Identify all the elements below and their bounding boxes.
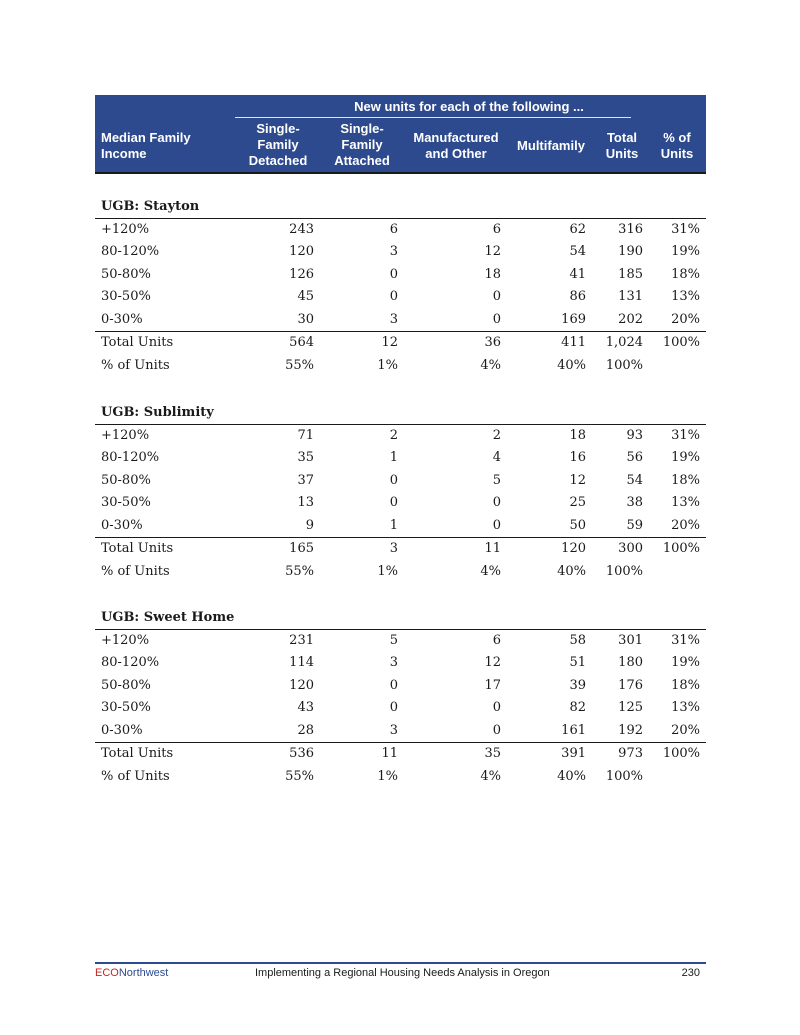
cell-sfa: 0 xyxy=(389,677,398,693)
cell-sfa: 1% xyxy=(377,769,398,785)
cell-pct: 19% xyxy=(671,244,700,260)
total-row xyxy=(95,537,706,560)
cell-tot: 100% xyxy=(605,769,643,785)
cell-tot: 125 xyxy=(618,700,643,716)
cell-tot: 100% xyxy=(605,358,643,374)
cell-man: 4% xyxy=(480,769,501,785)
cell-sfd: 231 xyxy=(289,633,314,648)
cell-pct: 18% xyxy=(671,472,700,488)
cell-label: 50-80% xyxy=(101,266,151,282)
cell-sfd: 120 xyxy=(289,677,314,693)
cell-tot: 185 xyxy=(618,266,643,282)
cell-sfd: 243 xyxy=(289,222,314,237)
cell-pct: 13% xyxy=(671,289,700,305)
cell-pct: 20% xyxy=(671,311,700,327)
cell-tot: 180 xyxy=(618,655,643,671)
cell-man: 11 xyxy=(484,540,501,556)
cell-pct: 18% xyxy=(671,677,700,693)
cell-sfd: 55% xyxy=(285,564,314,580)
cell-man: 36 xyxy=(484,334,501,350)
table-row xyxy=(95,675,706,697)
cell-label: 0-30% xyxy=(101,722,143,738)
cell-mf: 51 xyxy=(569,655,586,671)
cell-man: 0 xyxy=(492,311,501,327)
column-header-sfa: Single-Family Attached xyxy=(334,121,390,168)
cell-sfa: 1 xyxy=(389,517,398,533)
cell-sfd: 35 xyxy=(297,450,314,466)
cell-mf: 54 xyxy=(569,244,586,260)
table-row xyxy=(95,219,706,241)
cell-mf: 39 xyxy=(569,677,586,693)
group-header-rule xyxy=(235,117,631,118)
cell-sfa: 1 xyxy=(389,450,398,466)
table-row xyxy=(95,652,706,674)
cell-mf: 391 xyxy=(561,745,586,761)
table-row xyxy=(95,720,706,742)
cell-sfa: 6 xyxy=(389,222,398,237)
column-header-pct: % of Units xyxy=(660,130,694,161)
cell-sfd: 126 xyxy=(289,266,314,282)
section-title: UGB: Stayton xyxy=(95,197,706,219)
cell-label: Total Units xyxy=(101,745,174,761)
table-section xyxy=(95,403,706,584)
column-header-manufactured: Manufactured and Other xyxy=(413,130,499,161)
cell-tot: 190 xyxy=(618,244,643,260)
cell-sfa: 3 xyxy=(389,722,398,738)
cell-sfa: 0 xyxy=(389,289,398,305)
cell-label: 80-120% xyxy=(101,655,160,671)
cell-tot: 56 xyxy=(626,450,643,466)
cell-tot: 300 xyxy=(618,540,643,556)
cell-tot: 192 xyxy=(618,722,643,738)
cell-sfa: 0 xyxy=(389,495,398,511)
cell-label: Total Units xyxy=(101,334,174,350)
table-header xyxy=(95,95,706,174)
cell-tot: 100% xyxy=(605,564,643,580)
cell-mf: 120 xyxy=(561,540,586,556)
cell-mf: 86 xyxy=(569,289,586,305)
cell-tot: 59 xyxy=(626,517,643,533)
cell-sfa: 1% xyxy=(377,564,398,580)
cell-tot: 202 xyxy=(618,311,643,327)
table-row xyxy=(95,309,706,331)
column-header-sfd: Single-Family Detached xyxy=(248,121,308,168)
cell-mf: 82 xyxy=(569,700,586,716)
table-section xyxy=(95,608,706,789)
cell-label: +120% xyxy=(101,428,150,443)
table-row xyxy=(95,447,706,469)
cell-man: 2 xyxy=(492,428,501,443)
footer-title: Implementing a Regional Housing Needs Analysis in Oregon xyxy=(255,967,550,979)
cell-man: 4% xyxy=(480,358,501,374)
cell-label: +120% xyxy=(101,633,150,648)
cell-sfd: 45 xyxy=(297,289,314,305)
cell-pct: 19% xyxy=(671,655,700,671)
total-row xyxy=(95,331,706,354)
cell-label: % of Units xyxy=(101,358,170,374)
cell-man: 17 xyxy=(484,677,501,693)
cell-mf: 40% xyxy=(557,564,586,580)
cell-label: 50-80% xyxy=(101,677,151,693)
cell-sfa: 5 xyxy=(389,633,398,648)
cell-man: 12 xyxy=(484,244,501,260)
cell-pct: 13% xyxy=(671,495,700,511)
cell-label: 50-80% xyxy=(101,472,151,488)
cell-man: 4 xyxy=(492,450,501,466)
cell-sfa: 3 xyxy=(389,655,398,671)
cell-pct: 31% xyxy=(671,428,700,443)
footer-brand xyxy=(95,967,168,979)
column-header-multifamily: Multifamily xyxy=(517,138,585,153)
page-footer xyxy=(95,962,706,980)
cell-mf: 40% xyxy=(557,769,586,785)
cell-sfd: 13 xyxy=(297,495,314,511)
cell-label: 80-120% xyxy=(101,450,160,466)
cell-pct: 13% xyxy=(671,700,700,716)
cell-pct: 31% xyxy=(671,633,700,648)
cell-sfa: 0 xyxy=(389,700,398,716)
table-row xyxy=(95,241,706,263)
table-row xyxy=(95,264,706,286)
cell-sfa: 2 xyxy=(389,428,398,443)
cell-sfd: 37 xyxy=(297,472,314,488)
table-row xyxy=(95,470,706,492)
cell-label: Total Units xyxy=(101,540,174,556)
cell-label: 0-30% xyxy=(101,311,143,327)
cell-tot: 93 xyxy=(626,428,643,443)
cell-tot: 176 xyxy=(618,677,643,693)
cell-sfd: 30 xyxy=(297,311,314,327)
cell-label: % of Units xyxy=(101,564,170,580)
cell-tot: 38 xyxy=(626,495,643,511)
cell-sfd: 536 xyxy=(289,745,314,761)
brand-northwest: Northwest xyxy=(118,967,169,979)
table-row xyxy=(95,492,706,514)
cell-label: 30-50% xyxy=(101,700,151,716)
cell-sfa: 0 xyxy=(389,266,398,282)
brand-eco: ECO xyxy=(95,967,119,979)
table-row xyxy=(95,425,706,447)
cell-mf: 58 xyxy=(569,633,586,648)
cell-man: 5 xyxy=(492,472,501,488)
cell-man: 35 xyxy=(484,745,501,761)
cell-man: 0 xyxy=(492,517,501,533)
cell-man: 6 xyxy=(492,633,501,648)
cell-man: 18 xyxy=(484,266,501,282)
cell-sfa: 3 xyxy=(389,311,398,327)
cell-mf: 411 xyxy=(561,334,586,350)
cell-sfd: 165 xyxy=(289,540,314,556)
cell-pct: 100% xyxy=(662,745,700,761)
share-row xyxy=(95,561,706,583)
cell-pct: 100% xyxy=(662,334,700,350)
section-title: UGB: Sweet Home xyxy=(95,608,706,630)
cell-sfd: 28 xyxy=(297,722,314,738)
cell-tot: 973 xyxy=(618,745,643,761)
cell-man: 0 xyxy=(492,289,501,305)
cell-label: % of Units xyxy=(101,769,170,785)
cell-label: 30-50% xyxy=(101,289,151,305)
cell-label: 80-120% xyxy=(101,244,160,260)
cell-sfd: 71 xyxy=(297,428,314,443)
cell-mf: 18 xyxy=(569,428,586,443)
cell-mf: 12 xyxy=(569,472,586,488)
cell-sfd: 114 xyxy=(289,655,314,671)
cell-sfa: 3 xyxy=(389,244,398,260)
cell-pct: 20% xyxy=(671,517,700,533)
cell-label: +120% xyxy=(101,222,150,237)
cell-sfd: 55% xyxy=(285,358,314,374)
cell-sfa: 0 xyxy=(389,472,398,488)
cell-mf: 62 xyxy=(569,222,586,237)
cell-sfa: 3 xyxy=(389,540,398,556)
table-row xyxy=(95,286,706,308)
cell-sfd: 55% xyxy=(285,769,314,785)
cell-mf: 41 xyxy=(569,266,586,282)
column-header-income: Median Family Income xyxy=(101,130,191,161)
table-section xyxy=(95,197,706,378)
cell-tot: 131 xyxy=(618,289,643,305)
cell-pct: 31% xyxy=(671,222,700,237)
page-number: 230 xyxy=(681,967,700,979)
cell-man: 6 xyxy=(492,222,501,237)
cell-man: 0 xyxy=(492,722,501,738)
cell-tot: 1,024 xyxy=(605,334,643,350)
cell-mf: 161 xyxy=(561,722,586,738)
cell-mf: 25 xyxy=(569,495,586,511)
cell-sfd: 120 xyxy=(289,244,314,260)
cell-sfa: 11 xyxy=(381,745,398,761)
share-row xyxy=(95,766,706,788)
section-title: UGB: Sublimity xyxy=(95,403,706,425)
cell-mf: 50 xyxy=(569,517,586,533)
table-row xyxy=(95,630,706,652)
table-row xyxy=(95,697,706,719)
cell-man: 0 xyxy=(492,495,501,511)
cell-sfa: 1% xyxy=(377,358,398,374)
cell-sfd: 43 xyxy=(297,700,314,716)
cell-sfd: 9 xyxy=(305,517,314,533)
cell-sfd: 564 xyxy=(289,334,314,350)
cell-pct: 19% xyxy=(671,450,700,466)
cell-mf: 169 xyxy=(561,311,586,327)
cell-sfa: 12 xyxy=(381,334,398,350)
cell-tot: 54 xyxy=(626,472,643,488)
cell-man: 0 xyxy=(492,700,501,716)
table-row xyxy=(95,515,706,537)
cell-label: 0-30% xyxy=(101,517,143,533)
cell-tot: 316 xyxy=(618,222,643,237)
cell-pct: 20% xyxy=(671,722,700,738)
share-row xyxy=(95,355,706,377)
cell-man: 12 xyxy=(484,655,501,671)
cell-label: 30-50% xyxy=(101,495,151,511)
cell-pct: 100% xyxy=(662,540,700,556)
total-row xyxy=(95,742,706,765)
cell-pct: 18% xyxy=(671,266,700,282)
cell-man: 4% xyxy=(480,564,501,580)
group-header: New units for each of the following ... xyxy=(354,99,584,114)
cell-mf: 40% xyxy=(557,358,586,374)
cell-tot: 301 xyxy=(618,633,643,648)
column-header-total: Total Units xyxy=(605,130,639,161)
cell-mf: 16 xyxy=(569,450,586,466)
